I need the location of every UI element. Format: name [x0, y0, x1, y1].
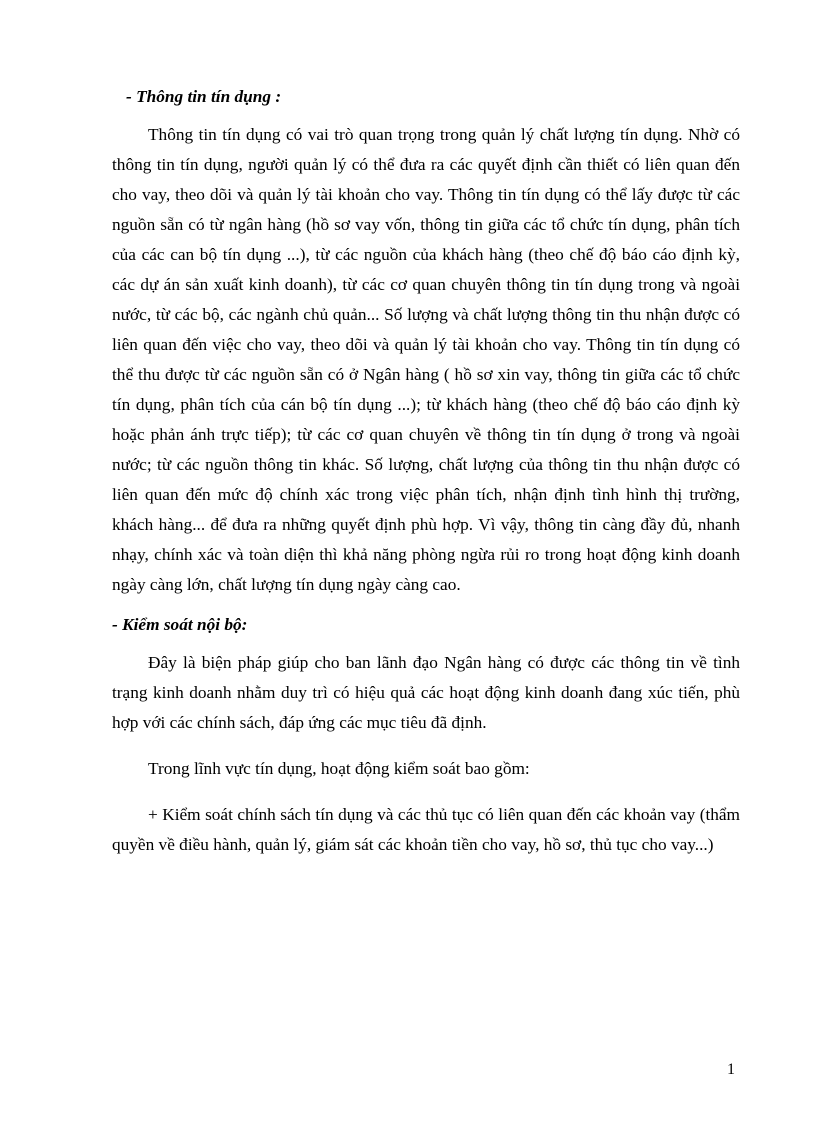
document-body — [112, 82, 740, 860]
paragraph-internal-control-intro: Đây là biện pháp giúp cho ban lãnh đạo Ngân hàng có được các thông tin về tình trạng kinh doanh nhằm duy trì có hiệu quả các hoạt động kinh doanh đang xúc tiến, phù hợp với các chính sách, đáp ứng các mục tiêu đã định. — [112, 653, 740, 732]
page-number: 1 — [727, 1061, 735, 1078]
paragraph-credit-information: Thông tin tín dụng có vai trò quan trọng trong quản lý chất lượng tín dụng. Nhờ có thông tin tín dụng, người quản lý có thể đưa ra các quyết định cần thiết có liên quan đến cho vay, theo dõi và quản lý tài khoản cho vay. Thông tin tín dụng có thể lấy được từ các nguồn sẵn có từ ngân hàng (hồ sơ vay vốn, thông tin giữa các tổ chức tín dụng, phân tích của các can bộ tín dụng ...), từ các nguồn của khách hàng (theo chế độ báo cáo định kỳ, các dự án sản xuất kinh doanh), từ các cơ quan chuyên thông tin tín dụng trong và ngoài nước, từ các bộ, các ngành chủ quản... Số lượng và chất lượng thông tin thu nhận được có liên quan đến việc cho vay, theo dõi và quản lý tài khoản cho vay. Thông tin tín dụng có thể thu được từ các nguồn sẵn có ở Ngân hàng ( hồ sơ xin vay, thông tin giữa các tổ chức tín dụng, phân tích của cán bộ tín dụng ...); từ khách hàng (theo chế độ báo cáo định kỳ hoặc phản ánh trực tiếp); từ các cơ quan chuyên về thông tin tín dụng ở trong và ngoài nước; từ các nguồn thông tin khác. Số lượng, chất lượng của thông tin thu nhận được có liên quan đến mức độ chính xác trong việc phân tích, nhận định tình hình thị trường, khách hàng... để đưa ra những quyết định phù hợp. Vì vậy, thông tin càng đầy đủ, nhanh nhạy, chính xác và toàn diện thì khả năng phòng ngừa rủi ro trong hoạt động kinh doanh ngày càng lớn, chất lượng tín dụng ngày càng cao. — [112, 125, 740, 594]
paragraph-credit-control-scope: Trong lĩnh vực tín dụng, hoạt động kiểm soát bao gồm: — [148, 759, 530, 778]
section-heading-credit-information: - Thông tin tín dụng : — [126, 87, 282, 106]
section-heading-internal-control: - Kiểm soát nội bộ: — [112, 615, 248, 634]
paragraph-credit-policy-control: + Kiểm soát chính sách tín dụng và các thủ tục có liên quan đến các khoản vay (thẩm quyền về điều hành, quản lý, giám sát các khoản tiền cho vay, hồ sơ, thủ tục cho vay...) — [112, 805, 740, 854]
